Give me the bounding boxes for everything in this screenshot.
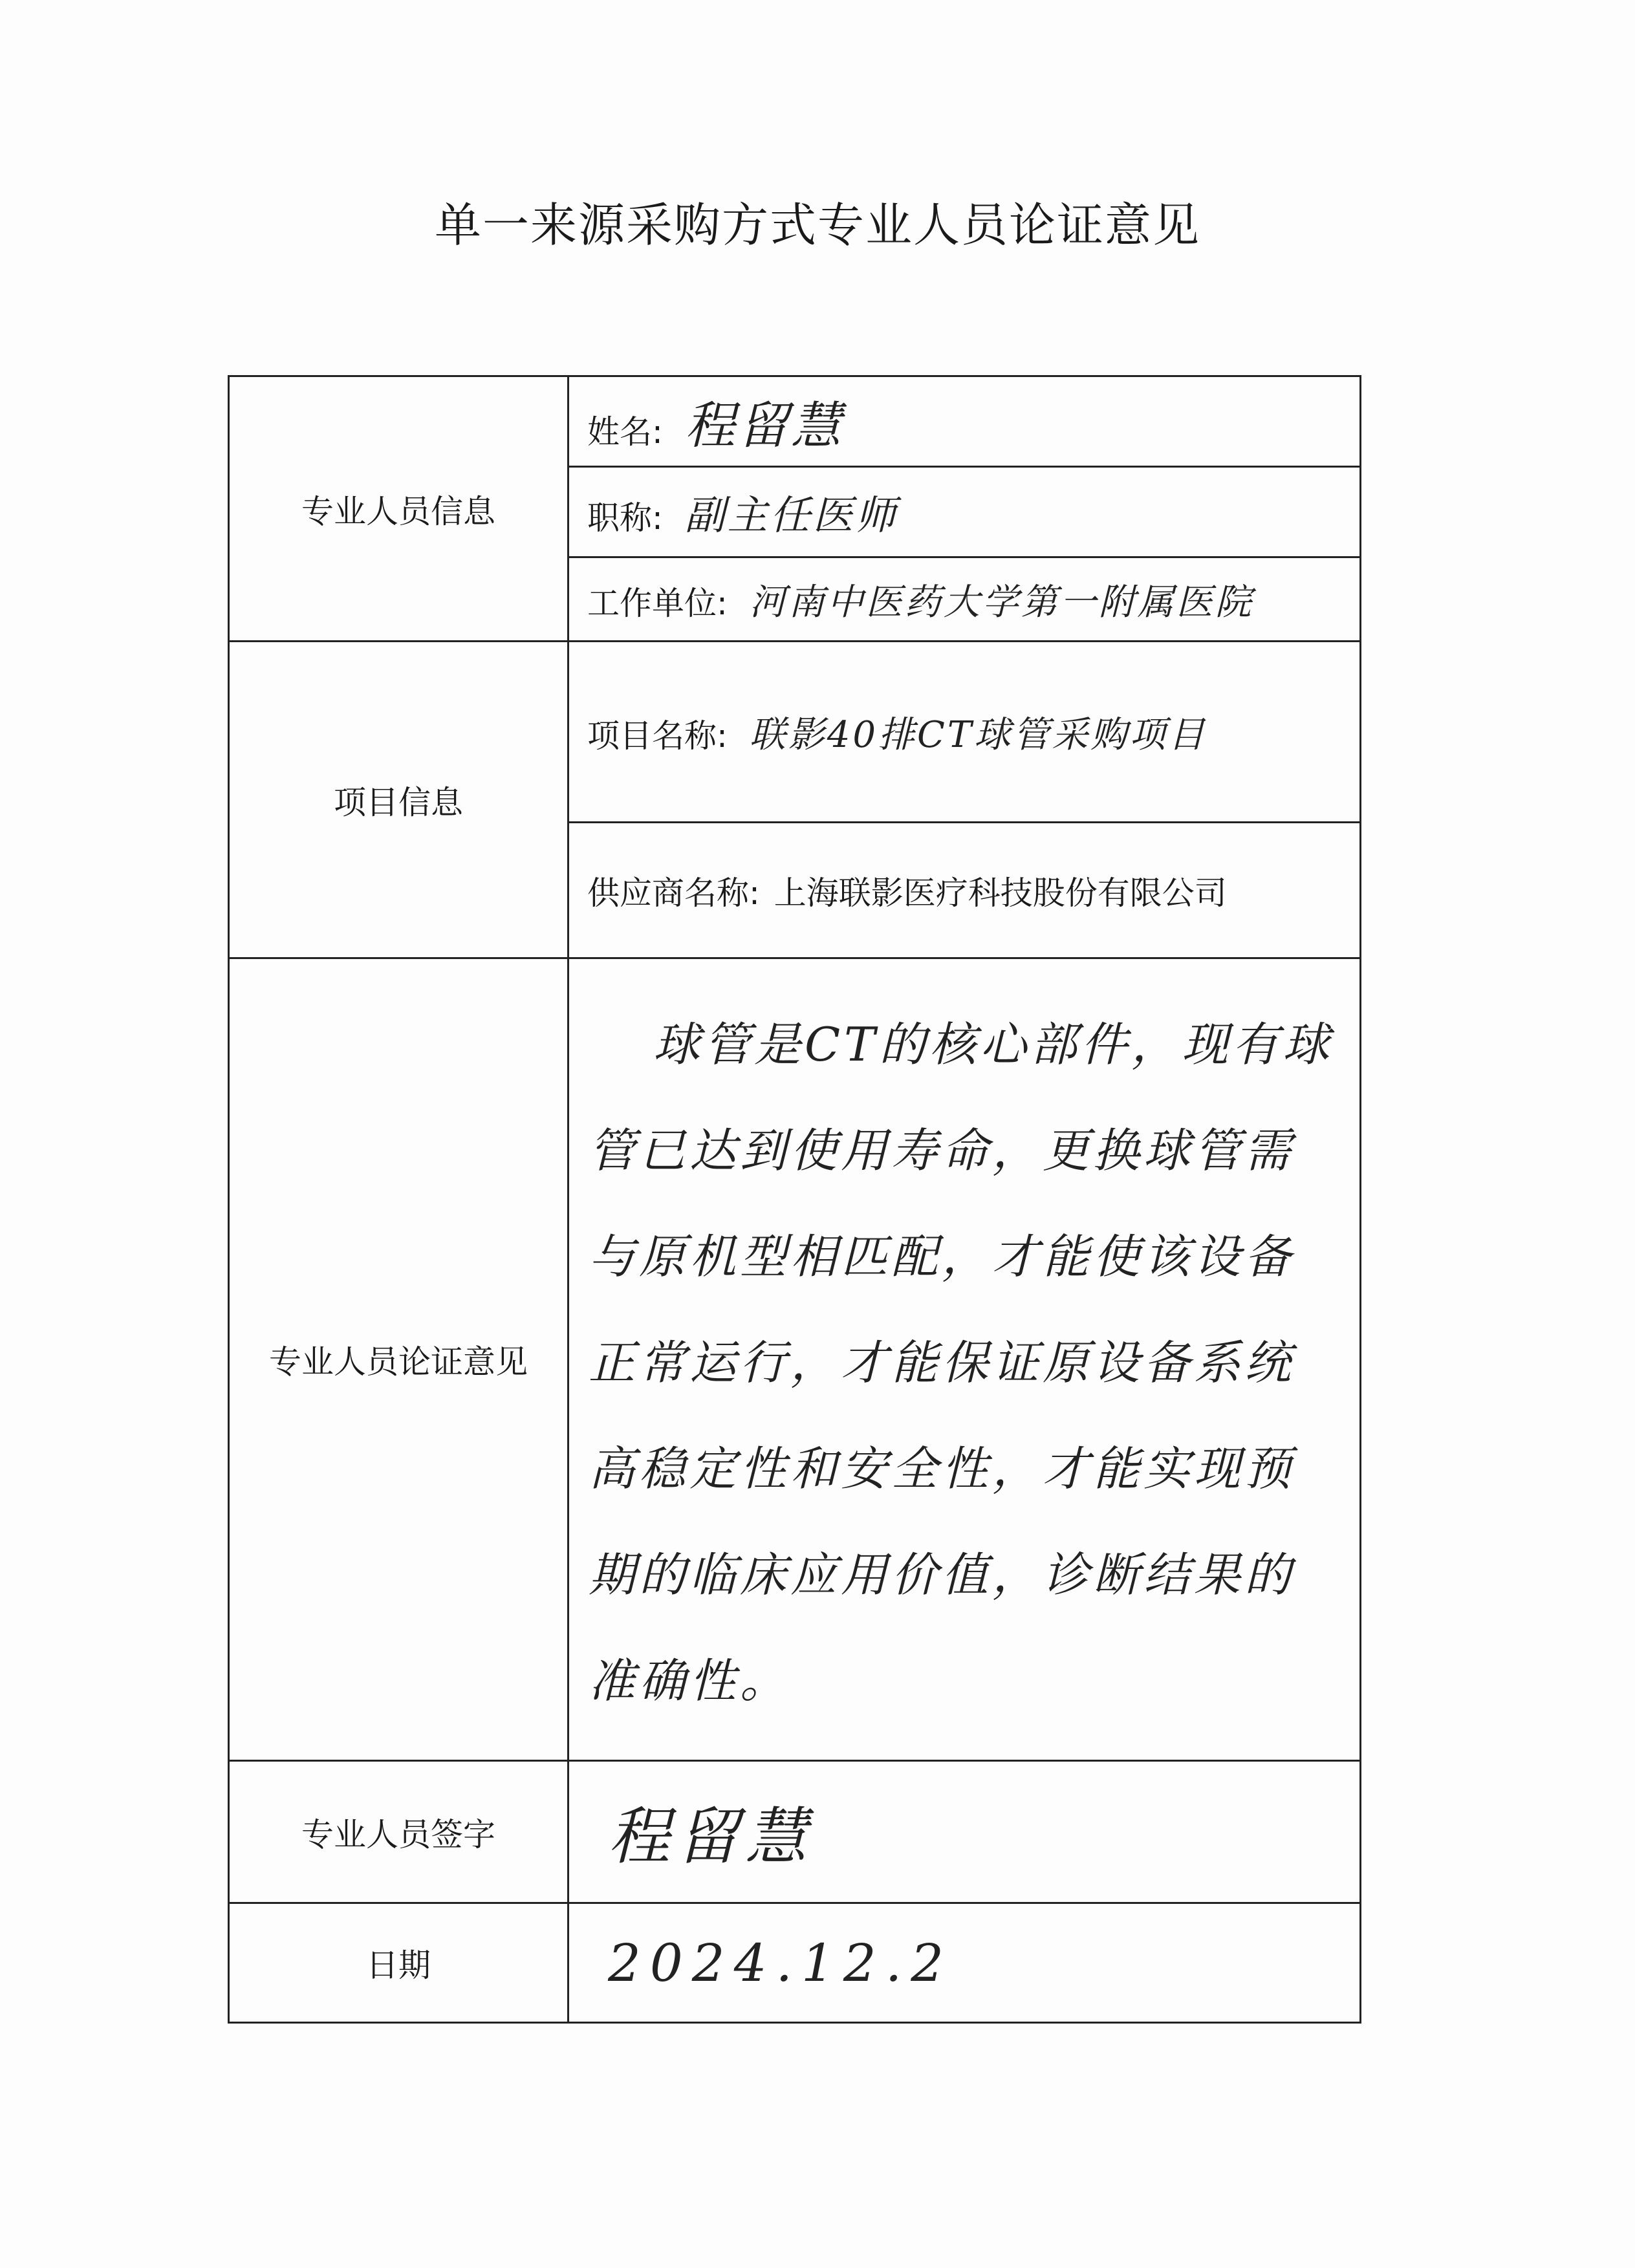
- document-title: 单一来源采购方式专业人员论证意见: [434, 198, 1200, 252]
- employer-handwritten: 河南中医药大学第一附属医院: [749, 581, 1254, 623]
- date-label: 日期: [229, 1903, 568, 2023]
- title-label: 职称:: [587, 499, 663, 537]
- title-handwritten: 副主任医师: [684, 491, 898, 539]
- employer-label: 工作单位:: [587, 584, 728, 622]
- project-info-label: 项目信息: [229, 642, 568, 958]
- project-name-handwritten: 联影40排CT球管采购项目: [749, 713, 1207, 756]
- personnel-info-label: 专业人员信息: [229, 376, 568, 642]
- opinion-label: 专业人员论证意见: [229, 958, 568, 1761]
- title-row: [568, 467, 1361, 557]
- signature-handwritten: 程留慧: [608, 1800, 814, 1873]
- opinion-form-table: [228, 375, 1361, 2024]
- project-name-row: [568, 642, 1361, 823]
- employer-row: [568, 557, 1361, 642]
- date-row: [568, 1903, 1361, 2023]
- supplier-row: [568, 823, 1361, 958]
- name-label: 姓名:: [587, 413, 663, 451]
- project-name-label: 项目名称:: [587, 717, 728, 755]
- signature-label: 专业人员签字: [229, 1761, 568, 1903]
- signature-row: [568, 1761, 1361, 1903]
- name-row: [568, 376, 1361, 467]
- opinion-handwritten-text: 球管是CT的核心部件，现有球管已达到使用寿命，更换球管需与原机型相匹配，才能使该设备正常运行，才能保证原设备系统高稳定性和安全性，才能实现预期的临床应用价值，诊断结果的准确性。: [568, 958, 1361, 1761]
- name-handwritten: 程留慧: [684, 396, 844, 455]
- supplier-label: 供应商名称:: [587, 874, 760, 912]
- supplier-value: 上海联影医疗科技股份有限公司: [774, 874, 1227, 912]
- date-handwritten: 2024.12.2: [608, 1932, 953, 1993]
